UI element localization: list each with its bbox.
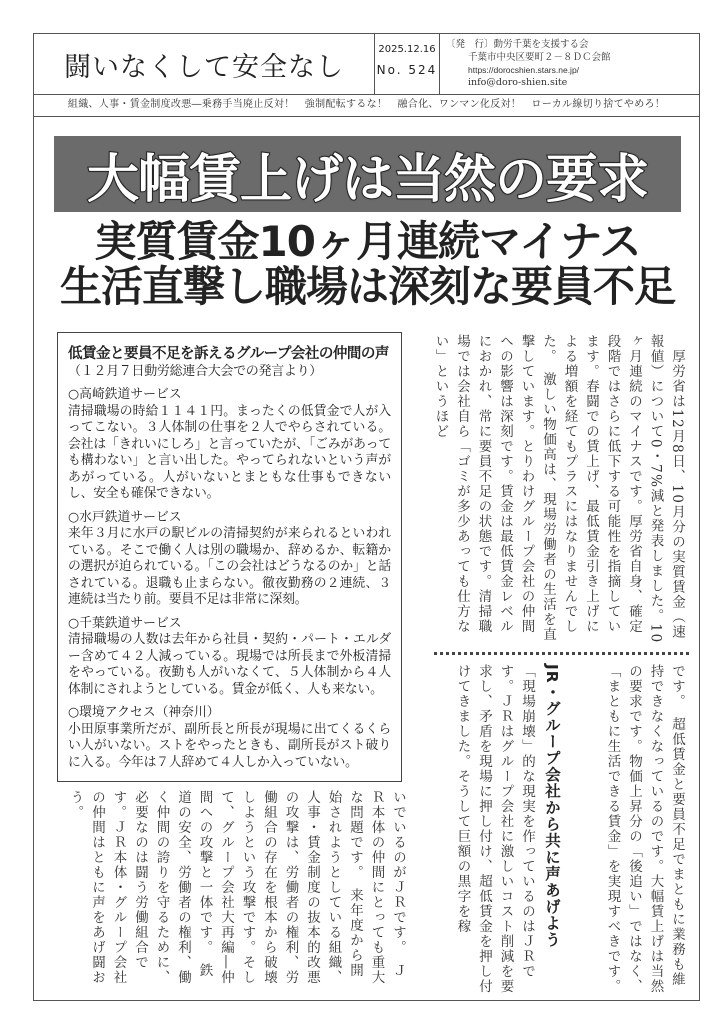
box-title: 低賃金と要員不足を訴えるグループ会社の仲間の声 — [68, 346, 389, 362]
section-body: 小田原事業所だが、副所長と所長が現場に出てくるくらい人がいない。ストをやったときも、副所長がスト破りに入る。今年は７人辞めて４人しか入っていない。 — [68, 721, 391, 770]
publisher-info — [446, 39, 611, 89]
article-text-part-4: いでいるのがＪＲです。 ＪＲ本体の仲間にとっても重大な問題です。 来年度から開始されようとしている組織、人事・賃金制度の抜本的改悪の攻撃は、労働者の権利、労働組合の存在を根本から破壊しようという攻撃です。そして、グループ会社大再編―仲間への攻撃と一体です。 鉄道の安全、労働者の権利、働く仲間の誇りを守るために、必要なのは闘う労働組合です。ＪＲ本体・グループ会社の仲間はともに声をあげ闘おう。 — [67, 790, 406, 985]
testimony-section — [68, 510, 391, 609]
section-title: ○高崎鉄道サービス — [68, 387, 182, 402]
article-text-part-2: です。 超低賃金と要員不足でまともに業務も維持できなくなっているのです。大幅賃上げは当然の要求です。物価上昇分の「後追い」ではなく、「まともに生活できる賃金」を実現すべきです。 — [604, 664, 685, 994]
publisher-address: 千葉市中央区要町２－８ＤＣ会館 — [468, 51, 611, 63]
publisher-name: 〔発 行〕動労千葉を支援する会 — [446, 39, 589, 50]
dotted-divider — [434, 652, 689, 655]
issue-number: No. 524 — [376, 63, 438, 77]
article-text-part-1: 厚労省は12月8日、10月分の実質賃金（速報値）について0・7%減と発表しました。10ヶ月連続のマイナスです。厚労省自身、確定段階ではさらに低下する可能性を指摘しています。春闘での賃上げ、最低賃金引き上げによる増額を経てもプラスにはなりませんでした。 激しい物価高は、現場労働者の生活を直撃しています。とりわけグループ会社の仲間への影響は深刻です。賃金は最低賃金レベルにおかれ、常に要員不足の状態です。清掃職場では会社自ら「ゴミが多少あっても仕方ない」というほど — [432, 334, 685, 644]
issue-date: 2025.12.16 — [378, 44, 436, 55]
testimony-section — [68, 616, 391, 699]
slogan-bar: 組織、人事・賃金制度改悪―乗務手当廃止反対！ 強制配転するな！ 融合化、ワンマン化反対！ ローカル線切り捨てやめろ！ — [34, 94, 699, 117]
headline-banner — [54, 136, 681, 212]
headline-main: 大幅賃上げは当然の要求 — [86, 149, 648, 210]
testimony-section — [68, 387, 391, 503]
section-title: ○千葉鉄道サービス — [68, 615, 182, 631]
article-text-part-3: 「現場崩壊」的な現実を作っているのはＪＲです。ＪＲはグループ会社に激しいコスト削減を要求し、矛盾を現場に押し付け、超低賃金を押し付けてきました。そうして巨額の黒字を稼 — [454, 664, 535, 994]
issue-info — [374, 34, 440, 94]
testimony-box — [57, 332, 402, 782]
testimony-section — [68, 705, 391, 771]
masthead — [34, 34, 699, 95]
section-body: 来年３月に水戸の駅ビルの清掃契約が来られるといわれている。そこで働く人は別の職場か、辞めるか、転籍かの選択が迫られている。「この会社はどうなるのか」と話されている。退職も止まらない。徹夜勤務の２連続、３連続は当たり前。要員不足は非常に深刻。 — [68, 526, 391, 607]
section-title: ○水戸鉄道サービス — [68, 509, 182, 525]
newsletter-title: 闘いなくして安全なし — [64, 51, 344, 83]
section-heading: JR・グループ会社から共に声あげよう — [543, 664, 561, 948]
newsletter-page — [33, 33, 700, 1001]
section-title: ○環境アクセス（神奈川） — [68, 705, 220, 720]
headline-sub-2: 生活直撃し職場は深刻な要員不足 — [59, 262, 675, 311]
section-body: 清掃職場の時給１１４１円。まったくの低賃金で人が入ってこない。３人体制の仕事を２人でやらされている。会社は「きれいにしろ」と言っていたが、「ごみがあっても構わない」と言い出した。やってられないという声があがっている。人がいないとまともな仕事もできないし、安全も確保できない。 — [68, 403, 392, 501]
section-body: 清掃職場の人数は去年から社員・契約・パート・エルダー含めて４２人減っている。現場では所長まで外板清掃をやっている。夜勤も人がいなくて、５人体制から４人体制にされようとしている。賃金が低く、人も来ない。 — [68, 632, 391, 697]
headline-sub-1: 実質賃金10ヶ月連続マイナス — [94, 217, 641, 266]
publisher-url[interactable]: https://dorocshien.stars.ne.jp/ — [468, 65, 580, 75]
publisher-email[interactable]: info@doro-shien.site — [468, 76, 568, 88]
box-source: （１２月７日動労総連合大会での発言より） — [68, 364, 323, 379]
